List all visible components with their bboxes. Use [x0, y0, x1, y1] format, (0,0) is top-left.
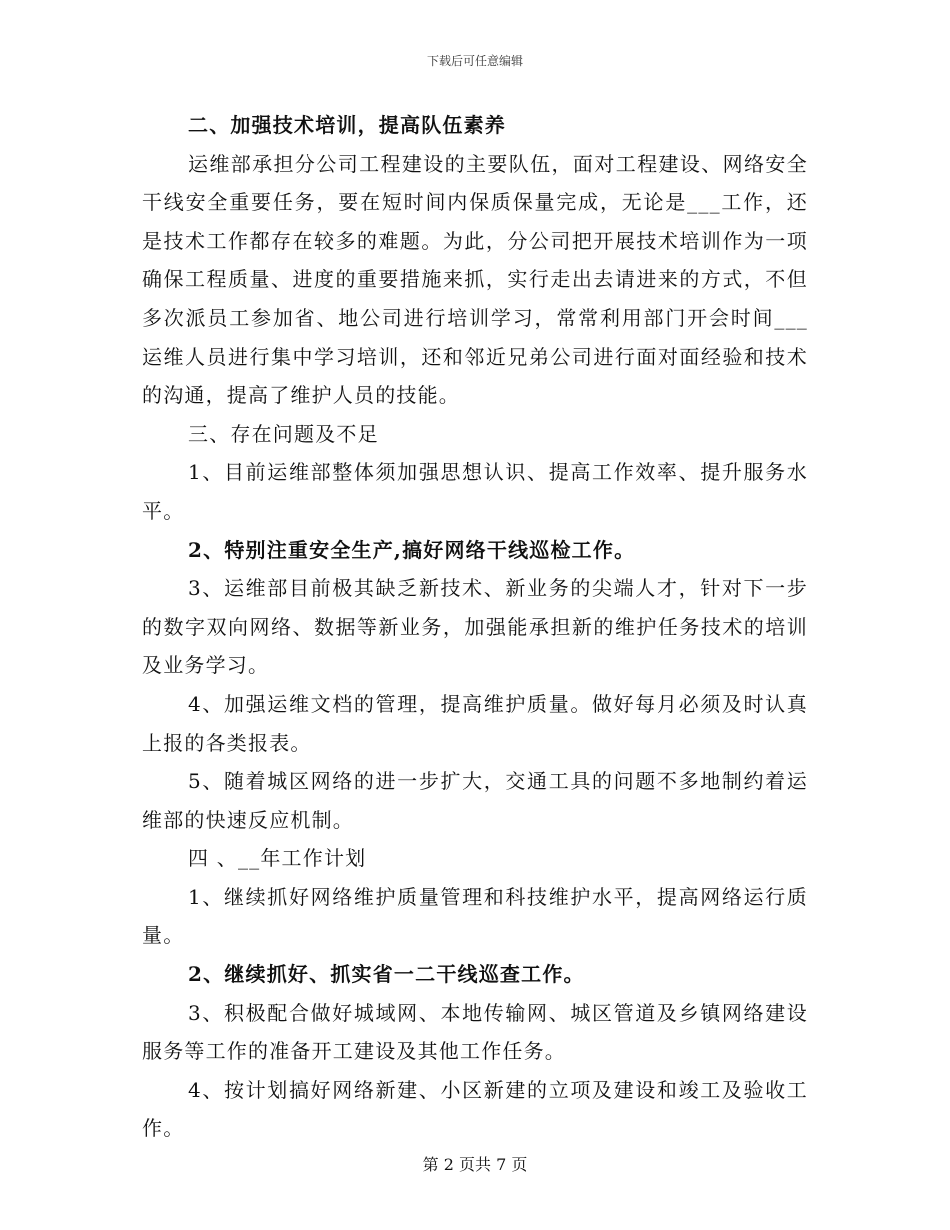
section-heading-training: 二、加强技术培训，提高队伍素养 — [188, 113, 506, 137]
list-item-plan-4: 4、按计划搞好网络新建、小区新建的立项及建设和竣工及验收工作。 — [142, 1077, 808, 1141]
section-heading-plan: 四 、__年工作计划 — [188, 846, 367, 871]
list-item-problem-2: 2、特别注重安全生产,搞好网络干线巡检工作。 — [188, 537, 636, 562]
list-item-plan-1: 1、继续抓好网络维护质量管理和科技维护水平，提高网络运行质量。 — [142, 884, 808, 948]
header-note: 下载后可任意编辑 — [426, 54, 523, 68]
document-body — [142, 106, 808, 1148]
paragraph-training: 运维部承担分公司工程建设的主要队伍，面对工程建设、网络安全干线安全重要任务，要在短时间内保质保量完成，无论是___工作，还是技术工作都存在较多的难题。为此，分公司把开展技术培训作为一项确保工程质量、进度的重要措施来抓，实行走出去请进来的方式，不但多次派员工参加省、地公司进行培训学习，常常利用部门开会时间___运维人员进行集中学习培训，还和邻近兄弟公司进行面对面经验和技术的沟通，提高了维护人员的技能。 — [142, 151, 808, 408]
section-heading-problems: 三、存在问题及不足 — [188, 421, 379, 446]
list-item-problem-3: 3、运维部目前极其缺乏新技术、新业务的尖端人才，针对下一步的数字双向网络、数据等新业务，加强能承担新的维护任务技术的培训及业务学习。 — [142, 576, 808, 678]
list-item-problem-5: 5、随着城区网络的进一步扩大，交通工具的问题不多地制约着运维部的快速反应机制。 — [142, 769, 808, 832]
list-item-plan-3: 3、积极配合做好城域网、本地传输网、城区管道及乡镇网络建设服务等工作的准备开工建设及其他工作任务。 — [142, 1000, 808, 1064]
list-item-plan-2: 2、继续抓好、抓实省一二干线巡查工作。 — [188, 962, 585, 987]
page-number-footer: 第 2 页共 7 页 — [422, 1155, 528, 1174]
list-item-problem-1: 1、目前运维部整体须加强思想认识、提高工作效率、提升服务水平。 — [142, 460, 808, 523]
list-item-problem-4: 4、加强运维文档的管理，提高维护质量。做好每月必须及时认真上报的各类报表。 — [142, 691, 808, 755]
